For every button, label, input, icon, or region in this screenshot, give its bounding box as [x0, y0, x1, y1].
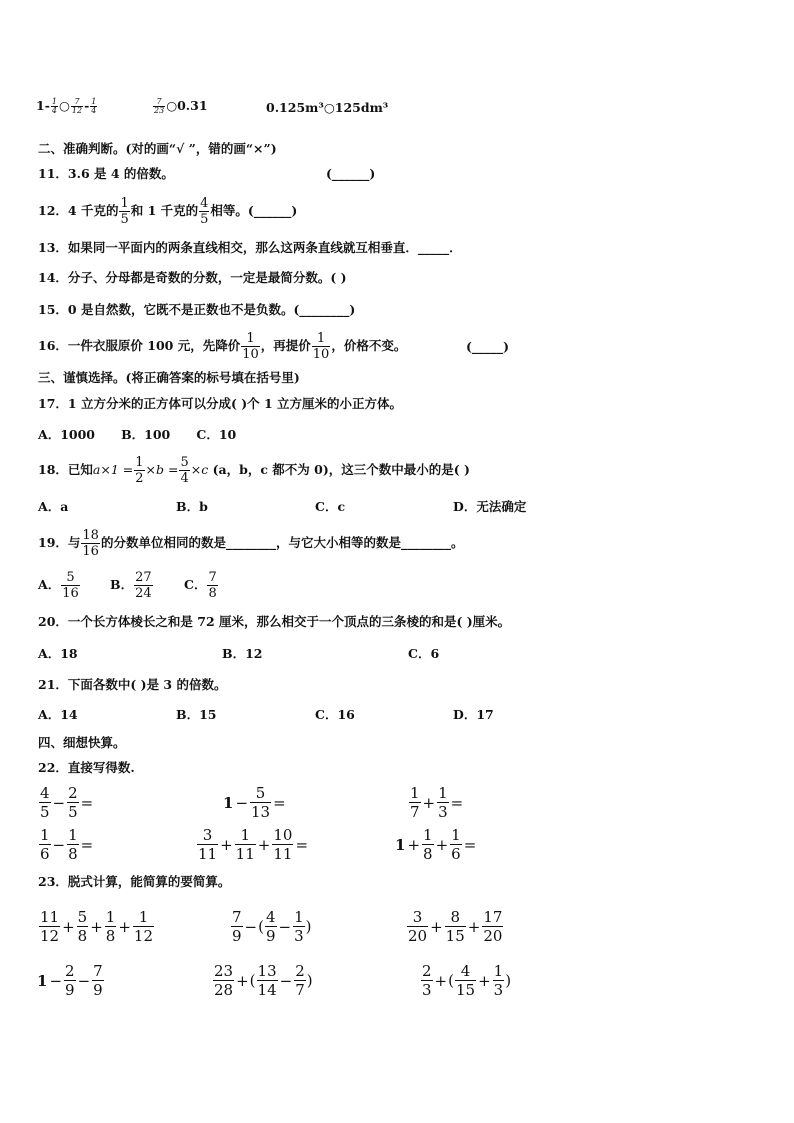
question-21: 21．下面各数中( )是 3 的倍数。 [38, 677, 227, 692]
compare-item-3: 0.125m³○125dm³ [266, 100, 389, 115]
expression: $\frac{3}{11}$ + $\frac{1}{11}$ + $\frac{10}{11}$ = [198, 826, 309, 863]
fraction: $\frac{7}{12}$ [71, 97, 83, 115]
question-20: 20．一个长方体棱长之和是 72 厘米，那么相交于一个顶点的三条棱的和是( )厘米。 [38, 614, 511, 629]
compare-item-2: $\frac{7}{23}$ ○0.31 [154, 97, 208, 115]
option-18-d: D．无法确定 [453, 499, 527, 514]
fraction: $\frac{5}{4}$ [180, 455, 189, 486]
expression: 1 − $\frac{5}{13}$ = [223, 784, 286, 821]
question-23: 23．脱式计算，能简算的要简算。 [38, 874, 231, 889]
expression: $\frac{2}{3}$ +( $\frac{4}{15}$ + $\frac{1}{3}$ ) [422, 962, 512, 999]
question-13: 13．如果同一平面内的两条直线相交，那么这两条直线就互相垂直．_____． [38, 240, 462, 255]
fraction: $\frac{1}{2}$ [135, 455, 144, 486]
expression: $\frac{3}{20}$ + $\frac{8}{15}$ + $\frac{17}{20}$ [408, 908, 503, 945]
fraction: $\frac{5}{16}$ [62, 570, 79, 601]
question-17-options: A．1000 B．100 C．10 [38, 427, 237, 442]
expression: 1 + $\frac{1}{8}$ + $\frac{1}{6}$ = [395, 826, 477, 863]
fraction: $\frac{1}{4}$ [51, 97, 57, 115]
expression: $\frac{1}{7}$ + $\frac{1}{3}$ = [410, 784, 464, 821]
expression: $\frac{11}{12}$ + $\frac{5}{8}$ + $\frac{1}{8}$ + $\frac{1}{12}$ [40, 908, 154, 945]
fraction: $\frac{7}{8}$ [208, 570, 217, 601]
compare-item-1: 1- $\frac{1}{4}$ ○ $\frac{7}{12}$ - $\frac{1}{4}$ [36, 97, 97, 115]
option-18-b: B．b [176, 499, 208, 514]
fraction: $\frac{4}{5}$ [200, 196, 209, 227]
question-16: 16．一件衣服原价 100 元，先降价 $\frac{1}{10}$ ，再提价 $\frac{1}{10}$ ，价格不变。 [38, 331, 407, 362]
section-2-title: 二、准确判断。(对的画“√ ”，错的画“×”) [38, 141, 277, 156]
question-18: 18．已知a×1 = $\frac{1}{2}$ ×b = $\frac{5}{4}$ ×c (a，b，c 都不为 0)，这三个数中最小的是( ) [38, 455, 470, 486]
question-11: 11．3.6 是 4 的倍数。 [38, 166, 174, 181]
question-22: 22．直接写得数. [38, 760, 135, 775]
option-21-c: C．16 [315, 707, 355, 722]
answer-blank-16[interactable]: (_____) [466, 339, 510, 354]
question-15: 15．0 是自然数，它既不是正数也不是负数。(________) [38, 302, 356, 317]
expression: 1 − $\frac{2}{9}$ − $\frac{7}{9}$ [37, 962, 103, 999]
expression: $\frac{23}{28}$ +( $\frac{13}{14}$ − $\frac{2}{7}$ ) [214, 962, 313, 999]
answer-blank-11[interactable]: (______) [326, 166, 376, 181]
option-20-c: C．6 [408, 646, 440, 661]
option-19-c: C． $\frac{7}{8}$ [184, 570, 217, 601]
option-18-c: C．c [315, 499, 346, 514]
option-19-a: A． $\frac{5}{16}$ [38, 570, 79, 601]
option-18-a: A．a [38, 499, 69, 514]
expression: $\frac{4}{5}$ − $\frac{2}{5}$ = [40, 784, 94, 821]
fraction: $\frac{1}{4}$ [91, 97, 97, 115]
question-12: 12．4 千克的 $\frac{1}{5}$ 和 1 千克的 $\frac{4}{5}$ 相等。(______) [38, 196, 298, 227]
question-17: 17．1 立方分米的正方体可以分成( )个 1 立方厘米的小正方体。 [38, 396, 403, 411]
option-20-a: A．18 [38, 646, 78, 661]
option-21-d: D．17 [453, 707, 494, 722]
section-3-title: 三、谨慎选择。(将正确答案的标号填在括号里) [38, 370, 300, 385]
option-19-b: B． $\frac{27}{24}$ [110, 570, 152, 601]
question-19: 19．与 $\frac{18}{16}$ 的分数单位相同的数是________，与它大小相等的数是________。 [38, 528, 464, 559]
fraction: $\frac{1}{10}$ [312, 331, 330, 362]
question-14: 14．分子、分母都是奇数的分数，一定是最简分数。( ) [38, 270, 347, 285]
expression: $\frac{7}{9}$ −( $\frac{4}{9}$ − $\frac{1}{3}$ ) [232, 908, 312, 945]
fraction: $\frac{18}{16}$ [82, 528, 99, 559]
fraction: $\frac{27}{24}$ [135, 570, 152, 601]
fraction: $\frac{7}{23}$ [154, 97, 165, 115]
expression: $\frac{1}{6}$ − $\frac{1}{8}$ = [40, 826, 94, 863]
fraction: $\frac{1}{10}$ [242, 331, 259, 362]
option-20-b: B．12 [222, 646, 263, 661]
fraction: $\frac{1}{5}$ [120, 196, 129, 227]
option-21-b: B．15 [176, 707, 217, 722]
option-21-a: A．14 [38, 707, 78, 722]
section-4-title: 四、细想快算。 [38, 735, 126, 750]
